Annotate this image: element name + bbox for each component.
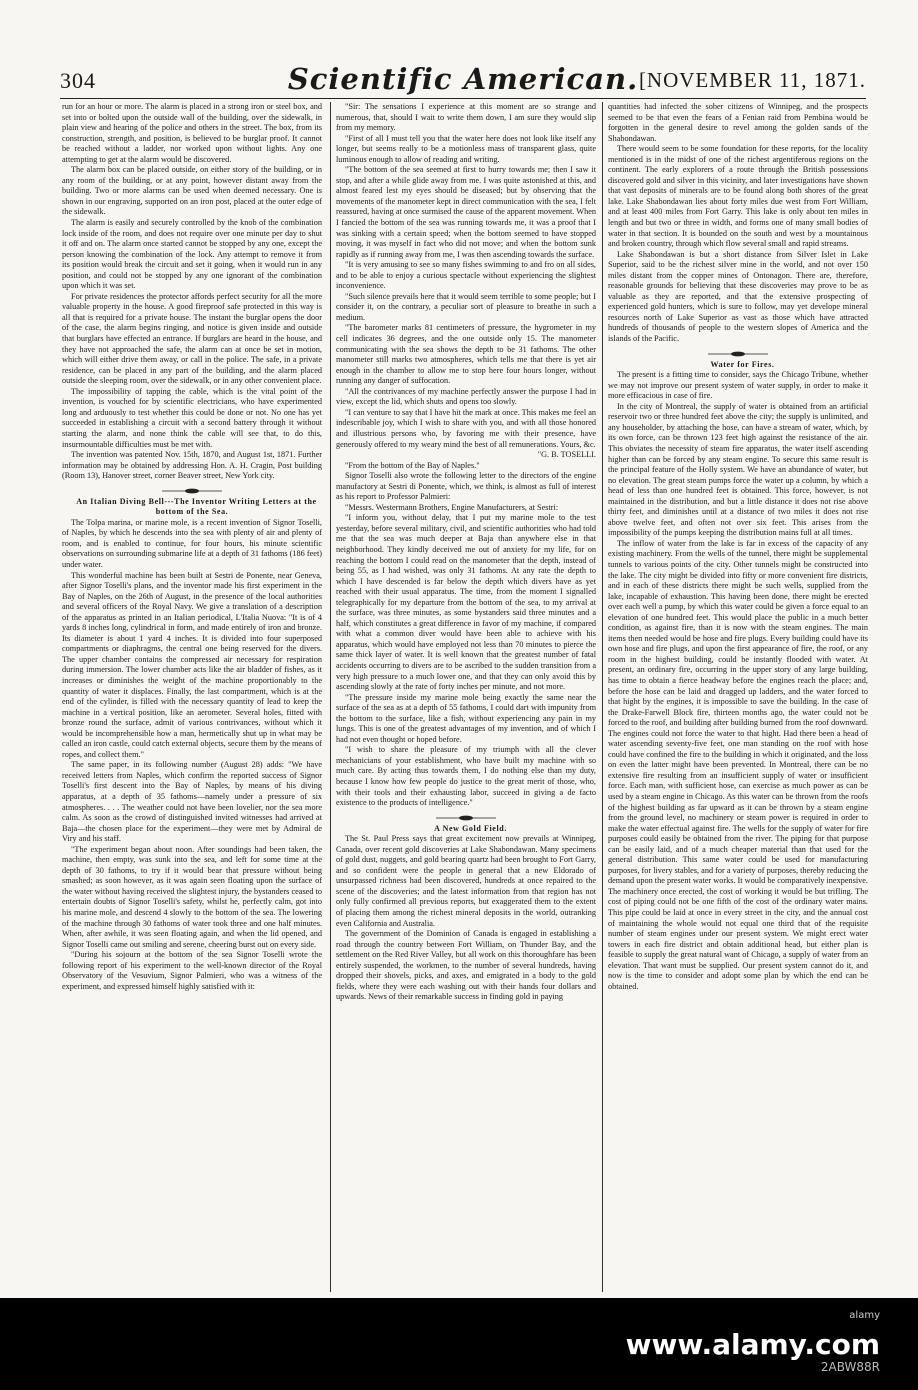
paragraph: The same paper, in its following number (August 28) adds: "We have received letters from Naples, which confirm the reported success of Signor Toselli's first descent into the Bay of Naples, by means of his diving apparatus, at a depth of 35 fathoms—namely under a pressure of six atmospheres. . . . The weather could not have been lovelier, nor the sea more calm. As soon as the crowd of distinguished invited witnesses had arrived at Baja—the chosen place for the experiment—they were met by Admiral de Viry and his staff. — [62, 760, 322, 844]
paragraph: The alarm is easily and securely controlled by the knob of the combination lock inside of the room, and does not require over one minute per day to shut it off and on. The alarm once started cannot be stopped by any one, except the person knowing the combination of the lock. Any attempt to remove it from its position would break the circuit and set it going, when it would run in any position, and could not be stopped by any one ignorant of the combination upon which it was set. — [62, 218, 322, 291]
issue-date: [NOVEMBER 11, 1871. — [638, 68, 866, 92]
watermark-brand: www.alamy.com — [625, 1328, 880, 1361]
paragraph: Lake Shabondawan is but a short distance from Silver Islet in Lake Superior, said to be the richest silver mine in the world, and not over 150 miles distant from the copper mines of Ontonagon. There are, therefore, reasonable grounds for believing that these discoveries may prove to be as valuable as they are reported, and that the extensive prospecting of experienced gold hunters, which is sure to follow, may yet develope mineral resources north of Lake Superior as vast as those which have attracted hundreds of thousands of people to the western slopes of America and the islands of the Pacific. — [608, 249, 868, 344]
watermark-tag: alamy — [849, 1310, 880, 1321]
header-rule — [60, 98, 866, 99]
paragraph: The alarm box can be placed outside, on either story of the building, or in any room of the building, or at any point, however distant away from the building. Two or more alarms can be used when deemed necessary. One is shown in our engraving, supported on an iron post, placed at the outer edge of the sidewalk. — [62, 165, 322, 217]
masthead-title: Scientific American. — [287, 62, 639, 96]
section-ornament — [162, 488, 222, 494]
paragraph: This wonderful machine has been built at Sestri de Ponente, near Geneva, after Signor Toselli's plans, and the inventor made his first experiment in the Bay of Naples, on the 26th of August, in the presence of the local authorities and several officers of the Royal Navy. We give a translation of a description of the apparatus as printed in an Italian periodical, L'Italia Nuova: "It is of 4 yards 8 inches long, cylindrical in form, and made entirely of iron and bronze. Its diameter is about 1 yard 4 inches. It is divided into four superposed compartments or diaphragms, the central one being reserved for the divers. The upper chamber contains the compressed air necessary for respiration during immersion. The lower chamber acts like the air bladder of fishes, as it increases or diminishes the weight of the machine proportionably to the quantity of water it displaces. Finally, the last compartment, which is at the end of the cylinder, is filled with the necessary quantity of lead to keep the machine in a vertical position, like an aerometer. Several holes, fitted with bronze round the surface, admit of various contrivances, without which it would be incomprehensible how a man, hermetically shut up in what may be called an iron castle, could catch external objects, secure them by the means of ropes, and collect them." — [62, 570, 322, 759]
paragraph: quantities had infected the sober citizens of Winnipeg, and the prospects seemed to be that even the fears of a Fenian raid from Pembina would be forgotten in the general desire to revel among the golden sands of the Shabondawan. — [608, 102, 868, 143]
paragraph: "The experiment began about noon. After soundings had been taken, the machine, then empty, was sunk into the sea, and left for some time at the depth of 30 fathoms, to try if it would bear that pressure without being smashed; as soon however, as it was again seen floating upon the surface of the water without having received the slightest injury, the bystanders ceased to entertain doubts of Signor Toselli's safety, whilst he, perfectly calm, got into his marine mole, and descend 4 slowly to the bottom of the sea. The lowering of the machine through 30 fathoms of water took three and one half minutes. When, after awhile, it was seen floating again, and when the lid opened, and Signor Toselli came out smiling and serene, cheering burst out on every side. — [62, 844, 322, 949]
paragraph: "Such silence prevails here that it would seem terrible to some people; but I consider it, on the contrary, a peculiar sort of pleasure to breathe in such a medium. — [336, 291, 596, 322]
signature-line: "G. B. TOSELLI. — [537, 450, 596, 460]
paragraph: The Tolpa marina, or marine mole, is a recent invention of Signor Toselli, of Naples, by which he descends into the sea with plenty of air and plenty of room, and is enabled to continue, for four hours, his minute scientific observations on surrounding submarine life at a depth of 31 fathoms (186 feet) under water. — [62, 517, 322, 569]
paragraph: The invention was patented Nov. 15th, 1870, and August 1st, 1871. Further information may be obtained by addressing Hon. A. H. Cragin, Post building (Room 13), Hanover street, corner Beaver street, New York city. — [62, 450, 322, 481]
paragraph: The government of the Dominion of Canada is engaged in establishing a road through the country between Fort William, on Thunder Bay, and the settlement on the Red River Valley, but all work on this thoroughfare has been entirely suspended, the workmen, to the number of several hundreds, having dropped their shovels, picks, and axes, and emigrated in a body to the gold fields, where they were each washing out with their hands four dollars and upwards. News of their remarkable success in finding gold in paying — [336, 929, 596, 1002]
section-ornament — [708, 351, 768, 357]
column-right — [608, 102, 868, 1294]
paragraph: "I wish to share the pleasure of my triumph with all the clever mechanicians of your establishment, who have built my machine with so much care. By acting thus towards them, I do nothing else than my duty, because I know how few people do justice to the great merit of those, who, with their tools and their exhausting labor, succeed in giving a de facto existence to the products of intelligence." — [336, 745, 596, 808]
paragraph: "The bottom of the sea seemed at first to hurry towards me; then I saw it stop, and after a while glide away from me. I was quite astonished at this, and almost feared lest my eyes should be diseased; but by observing that the movements of the manometer kept in direct communication with the sea, I felt reassured, having at once surmised the cause of the apparent movement. When I fancied the bottom of the sea was running towards me, it was a proof that I was sinking with a certain speed; when the bottom seemed to have stopped moving, it was myself in fact who did not move; and when the bottom sunk rapidly as if running away from me, I was then ascending towards the surface. — [336, 165, 596, 259]
paragraph: "It is very amusing to see so many fishes swimming to and fro on all sides, and to be able to enjoy a curious spectacle without experiencing the slightest inconvenience. — [336, 260, 596, 291]
paragraph: "I inform you, without delay, that I put my marine mole to the test yesterday, before several military, civil, and scientific authorities who had told me that the sea was much deeper at Baja than anywhere else in that neighborhood. They kindly deceived me out of anxiety for my life, for on reaching the bottom I could read on the manometer that the depth, instead of being 55, as I had wished, was only 31 fathoms. At any rate the depth to which I have descended is far below the depth which divers have as yet reached with their usual apparatus. The time, from the moment I signalled telegraphically for my departure from the bottom of the sea, to my arrival at the surface, was three minutes, as some bystanders said three minutes and a half, which constitutes a great difference in favor of my machine, if compared with what a common diver would have been able to achieve with his apparatus, which would have employed not less than 70 minutes to pierce the same thick layer of water. It is well known that the greatest number of fatal accidents occurring to divers are to be ascribed to the sudden transition from a very high pressure to a much lower one, and that they can only avoid this by ascending slowly at the rate of forty inches per minute, and not more. — [336, 513, 596, 692]
paragraph: "Sir: The sensations I experience at this moment are so strange and numerous, that, should I wait to write them down, I am sure they would slip from my memory. — [336, 102, 596, 133]
paragraph: run for an hour or more. The alarm is placed in a strong iron or steel box, and set into or bolted upon the outside wall of the building, over the sidewalk, in plain view and hearing of the police and others in the street. The box, from its construction, strength, and position, is believed to be burglar proof. It cannot be reached without a ladder, nor worked upon without lights. Any one attempting to get at the alarm would be discovered. — [62, 102, 322, 164]
paragraph: "First of all I must tell you that the water here does not look like itself any longer, but seems really to be a motionless mass of transparent glass, quite luminous enough to allow of reading and writing. — [336, 133, 596, 164]
paragraph: The impossibility of tapping the cable, which is the vital point of the invention, is vouched for by scientific electricians, who have experimented long and arduously to test whether this could be done or not. No one has yet succeeded in establishing a circuit with a second battery through it without starting the alarm, and none think the cable will see that, to do this, insurmountable difficulties must be met with. — [62, 386, 322, 449]
paragraph: Signor Toselli also wrote the following letter to the directors of the engine manufactory at Sestri di Ponente, which, we think, is almost as full of interest as his report to Professor Palmieri: — [336, 471, 596, 502]
section-ornament — [436, 815, 496, 821]
paragraph: "I can venture to say that I have hit the mark at once. This makes me feel an indescribable joy, which I wish to share with you, and with all those honored and illustrious persons who, by favoring me with their presence, have generously offered to my weary mind the best of all remunerations. Yours, &c. — [336, 407, 596, 449]
page-header — [60, 62, 866, 96]
image-id: 2ABW88R — [820, 1360, 880, 1374]
article-heading: An Italian Diving Bell---The Inventor Writing Letters at the bottom of the Sea. — [76, 496, 317, 517]
paragraph: "During his sojourn at the bottom of the sea Signor Toselli wrote the following report of his experiment to the well-known director of the Royal Observatory of the Vesuvium, Signor Palmieri, who was a witness of the experiment, and expressed himself highly satisfied with it: — [62, 950, 322, 991]
watermark-banner — [0, 1298, 918, 1390]
paragraph: For private residences the protector affords perfect security for all the more valuable property in the house. A good fireproof safe protected in this way is all that is required for a private house. The instant the burglar opens the door of the case, the alarm begins ringing, and notice is given inside and outside that burglars have effected an entrance. If burglars are heard in the house, and they have not approached the safe, the alarm can at once be set in motion, which will either drive them away, or call in the police. The safe, in a private residence, can be placed in any part of the building, and the alarm placed outside the sleeping room, over the sidewalk, or in any other convenient place. — [62, 291, 322, 386]
page-number: 304 — [60, 68, 96, 93]
paragraph: The St. Paul Press says that great excitement now prevails at Winnipeg, Canada, over recent gold discoveries at Lake Shabondawan. Many specimens of gold dust, nuggets, and gold bearing quartz had been brought to Fort Garry, and so confident were the people in general that a new Eldorado of unsurpassed richness had been discovered, hundreds at once repaired to the scene of the discoveries; and the latest information from that region has not only fully confirmed all previous reports, but exaggerated them to the extent of placing them among the richest mineral deposits in the world, outranking even California and Australia. — [336, 834, 596, 928]
paragraph: "From the bottom of the Bay of Naples." — [345, 460, 480, 470]
column-divider — [330, 102, 331, 1292]
paragraph: There would seem to be some foundation for these reports, for the locality mentioned is in the midst of one of the richest argentiferous regions on the continent. The early explorers of a route through the British possessions discovered gold and silver in this vicinity, and later investigations have shown that vast deposits of minerals are to be found along both shores of the great lake. Lake Shabondawan lies about forty miles due west from Fort William, and at least 400 miles from Fort Garry. This lake is only about ten miles in length and but two or three in width, and forms one of many small bodies of water in that section. It is bounded on the south and west by a mountainous and broken country, through which flow several small and rapid streams. — [608, 144, 868, 249]
paragraph: "The barometer marks 81 centimeters of pressure, the hygrometer in my cell indicates 36 degrees, and the one outside only 15. The manometer communicating with the sea shows the depth to be 31 fathoms. The other manometer still marks two atmospheres, which tells me that there is yet air enough in the chamber to allow me to stop here four hours longer, without running any danger of suffocation. — [336, 323, 596, 386]
paragraph: "The pressure inside my marine mole being exactly the same near the surface of the sea as at a depth of 55 fathoms, I could dart with impunity from the bottom to the surface, like a fish, without experiencing any pain in my lungs. This is one of the greatest advantages of my invention, and of which I had not even thought or hoped before. — [336, 692, 596, 744]
column-divider — [602, 102, 603, 1292]
column-left — [62, 102, 322, 1294]
paragraph: In the city of Montreal, the supply of water is obtained from an artificial reservoir two or three hundred feet above the city; the supply is unlimited, and any householder, by attaching the hose, can have a stream of water, which, by its own force, can be thrown 123 feet high against the resistance of the air. This obviates the necessity of steam fire apparatus, the water itself ascending higher than can be forced by any steam engine. To secure this same result is the principal feature of the Holly system. We have an abundance of water, but no elevation. The great steam pumps force the water up a column, by which a head of less than one hundred feet is obtained. This force, however, is not maintained in the distribution, and but a little distance it does not rise above thirty feet, and diminishes until at a distance of two miles it does not rise above twelve feet, and often not over six feet. This arises from the impossibility of the pumps keeping the distribution mains full at all times. — [608, 401, 868, 538]
column-middle — [336, 102, 596, 1294]
article-heading: Water for Fires. — [710, 359, 775, 369]
paragraph: "Messrs. Westermann Brothers, Engine Manufacturers, at Sestri: — [345, 502, 559, 512]
paragraph: The present is a fitting time to consider, says the Chicago Tribune, whether we may not improve our present system of water supply, in order to make it more efficacious in case of fire. — [608, 370, 868, 401]
article-heading: A New Gold Field. — [434, 823, 507, 833]
paragraph: The inflow of water from the lake is far in excess of the capacity of any existing machinery. From the wells of the tunnel, there might be supplemental tunnels to various points of the city. Other tunnels might be constructed into the lake. The city might be divided into fifty or more convenient fire districts, and in each of these districts there might be such wells, supplied from the lake, incapable of exhaustion. This having been done, there might be erected over each well a pump, by which this water could be given a force equal to an elevation of one hundred feet. This would place the public in a much better condition, as against fire, than it is now with the steam engines. The main items then needed would be hose and fire plugs. Every building could have its own hose and fire plugs, and upon the first appearance of fire, the roof, or any room in the highest building, could be instantly flooded with water. At present, an ordinary fire, occurring in the upper story of any large building, has time to obtain a fierce headway before the engines reach the place; and, before the hose can be laid and dragged up ladders, and the water forced to that hight by the engines, it is impossible to save the building. In the case of the Drake-Farwell Block fire, thirteen months ago, the water could not be forced to the roof, and building after building burned from the roof downward. The engines could not force the water to that hight. Had there been a head of water ascending seventy-five feet, one man standing on the roof with hose could have confined the fire to the building in which it originated, and the loss on even the latter might have been prevented. In Montreal, there can be no extensive fire resulting from an insufficient supply of water or insufficient force. Each man, with sufficient hose, can exercise as much power as can be used by a steam engine in Chicago. As this water can be thrown from the roofs of the highest building as far upward as it can be thrown by a steam engine from the ground level, no machinery or steam power is required in order to make the water effectual against fire. The wells for the supply of water for fire purposes could easily be obtained from the river. The piping for that purpose can be easily laid, and of a much cheaper material than that used for the general distribution. This same water could be used for manufacturing purposes, for livery stables, and for a variety of purposes, thereby reducing the demand upon the present water works. It would be comparatively inexpensive. The machinery once erected, the cost of working it would be but trifling. The cost of piping could not be one fifth of the cost of the ordinary water mains. This pipe could be laid at once in every street in the city, and the annual cost of maintaining the whole would not equal one third that of the requisite number of steam engines under our present system. We might erect water towers in each fire district and obtain additional head, but either plan is feasible to supply the great natural want of Chicago, a supply of water from an elevation. That want must be supplied. Our present system cannot do it, and now is the time to consider and adopt some plan by which the end can be obtained. — [608, 538, 868, 991]
paragraph: "All the contrivances of my machine perfectly answer the purpose I had in view, except the lid, which shuts and opens too slowly. — [336, 386, 596, 407]
